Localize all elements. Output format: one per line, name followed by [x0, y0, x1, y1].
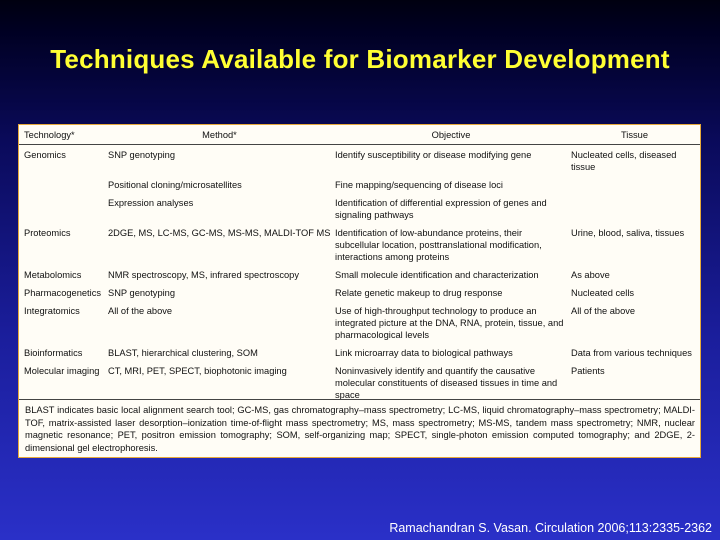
tissue-cell: Patients [571, 366, 605, 376]
table-row [19, 345, 700, 363]
tissue-cell [569, 177, 700, 195]
objective-cell: Use of high-throughput technology to produce an integrated picture at the DNA, RNA, protein, tissue, and pharmacological levels [335, 306, 564, 340]
method-cell: BLAST, hierarchical clustering, SOM [108, 348, 258, 358]
table-row [19, 145, 700, 178]
technology-cell: Metabolomics [24, 270, 82, 280]
table-footnote: BLAST indicates basic local alignment search tool; GC-MS, gas chromatography–mass spectrometry; LC-MS, liquid chromatography–mass spectrometry; MALDI-TOF, matrix-assisted laser desorption–ionization time-of-flight mass spectrometry; MS, mass spectrometry; MS-MS, tandem mass spectrometry; NMR, nuclear magnetic resonance; PET, positron emission tomography; SOM, self-organizing map; SPECT, single-photon emission computed tomography; and 2DGE, 2-dimensional gel electrophoresis. [19, 399, 700, 454]
technology-cell: Proteomics [24, 228, 71, 238]
table-row [19, 303, 700, 345]
table-header-row [19, 127, 700, 145]
method-cell: CT, MRI, PET, SPECT, biophotonic imaging [108, 366, 287, 376]
technology-cell: Integratomics [24, 306, 80, 316]
method-cell: SNP genotyping [108, 288, 176, 298]
column-header-objective: Objective [333, 127, 569, 145]
method-cell: 2DGE, MS, LC-MS, GC-MS, MS-MS, MALDI-TOF MS [108, 228, 331, 238]
objective-cell: Small molecule identification and characterization [335, 270, 539, 280]
column-header-method: Method* [106, 127, 333, 145]
tissue-cell: Urine, blood, saliva, tissues [571, 228, 685, 238]
table-row [19, 195, 700, 225]
method-cell: Expression analyses [108, 198, 194, 208]
method-cell: All of the above [108, 306, 173, 316]
tissue-cell: Data from various techniques [571, 348, 692, 358]
method-cell: SNP genotyping [108, 150, 176, 160]
citation: Ramachandran S. Vasan. Circulation 2006;113:2335-2362 [389, 521, 712, 535]
tissue-cell [569, 195, 700, 225]
objective-cell: Identification of differential expression of genes and signaling pathways [335, 198, 547, 220]
objective-cell: Noninvasively identify and quantify the causative molecular constituents of diseased tissues in time and space [335, 366, 558, 400]
method-cell: NMR spectroscopy, MS, infrared spectroscopy [108, 270, 299, 280]
column-header-technology: Technology* [19, 127, 106, 145]
technology-cell: Bioinformatics [24, 348, 83, 358]
tissue-cell: As above [571, 270, 610, 280]
slide-title: Techniques Available for Biomarker Development [50, 44, 670, 74]
technology-cell: Genomics [24, 150, 66, 160]
technology-cell [19, 195, 106, 225]
table-row [19, 285, 700, 303]
table-row [19, 177, 700, 195]
tissue-cell: All of the above [571, 306, 636, 316]
objective-cell: Identification of low-abundance proteins, their subcellular location, posttranslational modification, interactions among proteins [335, 228, 542, 262]
objective-cell: Identify susceptibility or disease modifying gene [335, 150, 532, 160]
technology-cell: Molecular imaging [24, 366, 100, 376]
biomarker-techniques-table [19, 127, 700, 405]
table-row [19, 267, 700, 285]
tissue-cell: Nucleated cells [571, 288, 635, 298]
column-header-tissue: Tissue [569, 127, 700, 145]
technology-cell: Pharmacogenetics [24, 288, 101, 298]
table-row [19, 225, 700, 267]
technology-cell [19, 177, 106, 195]
tissue-cell: Nucleated cells, diseased tissue [571, 150, 677, 172]
method-cell: Positional cloning/microsatellites [108, 180, 242, 190]
objective-cell: Fine mapping/sequencing of disease loci [335, 180, 503, 190]
objective-cell: Relate genetic makeup to drug response [335, 288, 503, 298]
objective-cell: Link microarray data to biological pathways [335, 348, 513, 358]
biomarker-techniques-table-panel [18, 124, 701, 458]
